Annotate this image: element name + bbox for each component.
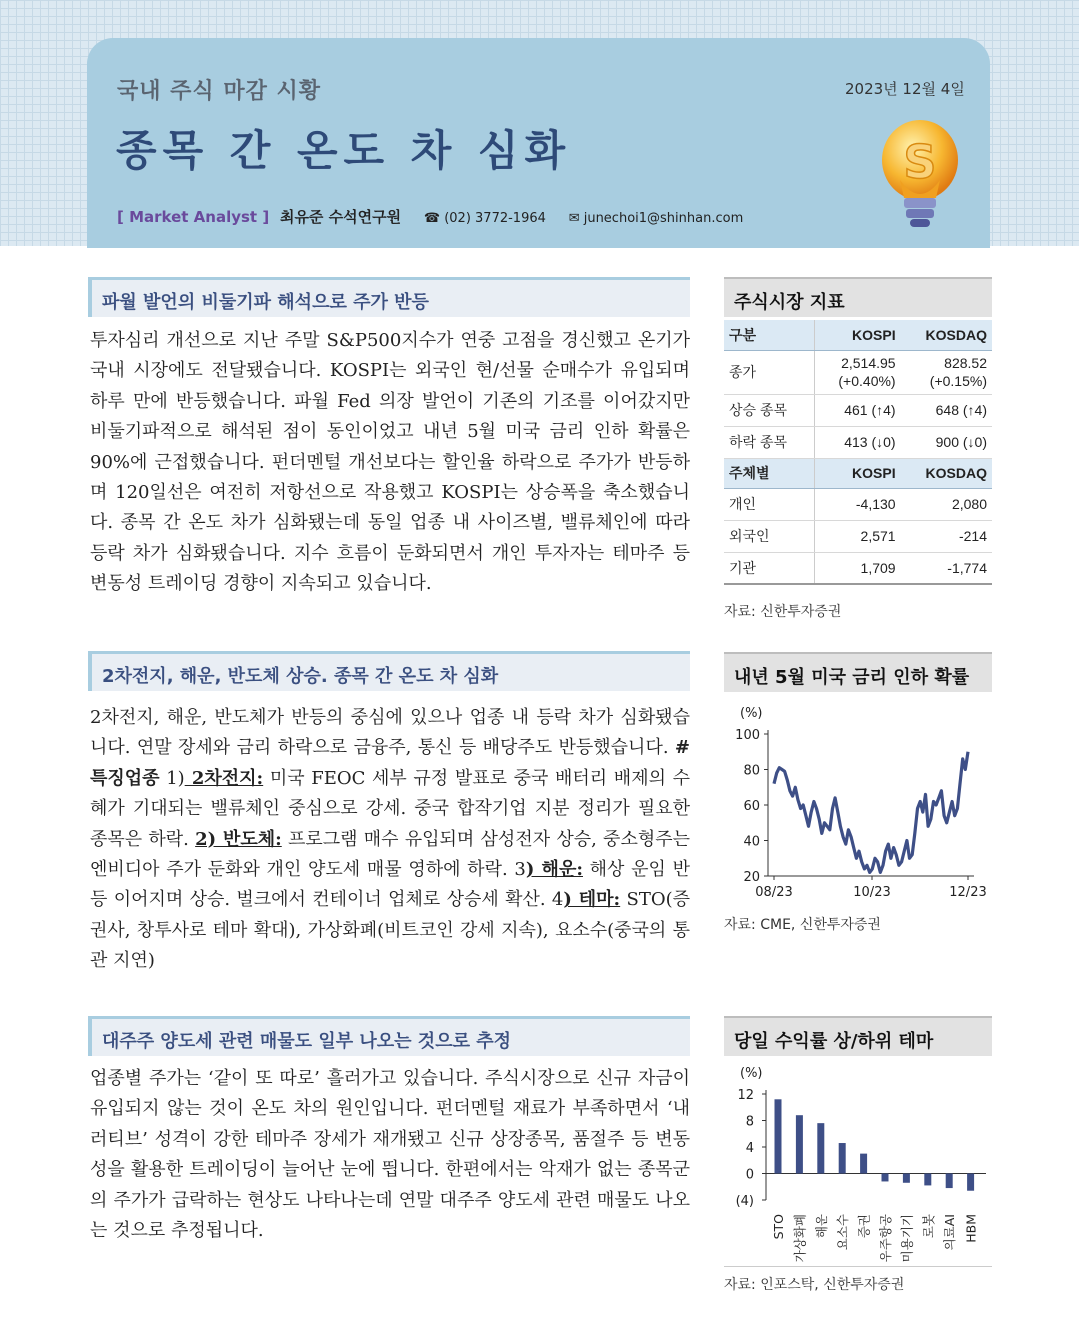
table-cell: 2,080 bbox=[901, 488, 992, 520]
x-tick-label: 해운 bbox=[813, 1214, 829, 1239]
sector-battery-text: 미국 FEOC 세부 규정 발표로 중국 배터리 배제의 수혜가 기대되는 밸류체인 중심으로 강세. 중국 합작기업 지분 정리가 필요한 종목은 하락. bbox=[90, 767, 690, 850]
lightbulb-logo-icon bbox=[878, 118, 962, 236]
x-tick-label: 가상화폐 bbox=[792, 1214, 808, 1263]
theme-bar bbox=[860, 1154, 867, 1174]
table-header-cell: KOSPI bbox=[814, 320, 901, 350]
x-tick-label: 12/23 bbox=[949, 885, 987, 900]
table-cell bbox=[901, 350, 992, 394]
market-indicators-table bbox=[724, 320, 992, 585]
theme-bar bbox=[796, 1115, 803, 1173]
rate-cut-probability-line bbox=[774, 752, 968, 873]
analyst-info bbox=[117, 206, 743, 227]
table-cell: 하락 종목 bbox=[724, 426, 814, 458]
y-tick-label: 40 bbox=[743, 834, 760, 850]
table-cell: 외국인 bbox=[724, 520, 814, 552]
x-tick-label: HBM bbox=[963, 1214, 979, 1243]
market-indicators-title: 주식시장 지표 bbox=[734, 292, 845, 313]
sector-theme: ) 테마: bbox=[563, 889, 621, 911]
table-header-cell: KOSPI bbox=[814, 458, 901, 488]
table-header-cell: 주체별 bbox=[724, 458, 814, 488]
table-cell: 2,571 bbox=[814, 520, 901, 552]
market-indicators-heading bbox=[724, 277, 992, 317]
x-tick-label: 증권 bbox=[856, 1214, 872, 1239]
table-cell: 상승 종목 bbox=[724, 394, 814, 426]
table-row bbox=[724, 552, 992, 584]
section-title-1: 파월 발언의 비둘기파 해석으로 주가 반등 bbox=[102, 292, 429, 313]
sector-tag: #특징업종 bbox=[90, 737, 690, 789]
table-row bbox=[724, 488, 992, 520]
y-tick-label: (4) bbox=[735, 1194, 754, 1209]
section-body-2 bbox=[90, 703, 690, 977]
section-body-1: 투자심리 개선으로 지난 주말 S&P500지수가 연중 고점을 경신했고 온기가 국내 시장에도 전달됐습니다. KOSPI는 외국인 현/선물 순매수가 유입되며 하루 만에 반등했습니다. 파월 Fed 의장 발언이 기존의 기조를 이어갔지만 비둘기파적으로 해석된 점이 동인이었고 내년 5월 미국 금리 인하 확률은 90%에 근접했습니다. 펀더멘털 개선보다는 할인율 하락으로 주가가 반등하며 120일선은 여전히 저항선으로 작용했고 KOSPI는 상승폭을 축소했습니다. 종목 간 온도 차가 심화됐는데 동일 업종 내 사이즈별, 밸류체인에 따라 등락 차가 심화됐습니다. 지수 흐름이 둔화되면서 개인 투자자는 테마주 등 변동성 트레이딩 경향이 지속되고 있습니다. bbox=[90, 330, 690, 595]
theme-bar bbox=[946, 1174, 953, 1189]
table-row bbox=[724, 350, 992, 394]
rate-cut-chart-source: 자료: CME, 신한투자증권 bbox=[724, 917, 881, 933]
theme-chart-divider bbox=[724, 1266, 992, 1267]
sector-num-1: 1) bbox=[159, 767, 185, 789]
table-cell: 기관 bbox=[724, 552, 814, 584]
kosdaq-close: 828.52 bbox=[944, 355, 987, 371]
section-heading-3 bbox=[88, 1016, 690, 1056]
y-tick-label: 100 bbox=[735, 728, 760, 743]
table-header-cell: KOSDAQ bbox=[901, 458, 992, 488]
rate-cut-chart-title: 내년 5월 미국 금리 인하 확률 bbox=[734, 667, 970, 688]
x-tick-label: 미용기기 bbox=[899, 1214, 915, 1263]
section-title-3: 대주주 양도세 관련 매물도 일부 나오는 것으로 추정 bbox=[102, 1031, 512, 1052]
section-body-3: 업종별 주가는 ‘같이 또 따로’ 흘러가고 있습니다. 주식시장으로 신규 자금이 유입되지 않는 것이 온도 차의 원인입니다. 펀더멘털 재료가 부족하면서 ‘내러티브’ 성격이 강한 테마주 장세가 재개됐고 신규 상장종목, 품절주 등 변동성을 활용한 트레이딩이 늘어난 눈에 띕니다. 한편에서는 악재가 없는 종목군의 주가가 급락하는 현상도 나타나는데 연말 대주주 양도세 관련 매물도 나오는 것으로 추정됩니다. bbox=[90, 1068, 690, 1242]
table-cell: 648 (↑4) bbox=[901, 394, 992, 426]
table-cell: 900 (↓0) bbox=[901, 426, 992, 458]
y-tick-label: 80 bbox=[743, 763, 760, 779]
rate-cut-chart-heading bbox=[724, 652, 992, 692]
kospi-change: (+0.40%) bbox=[838, 373, 896, 389]
y-tick-label: 60 bbox=[743, 799, 760, 814]
table-cell: 개인 bbox=[724, 488, 814, 520]
theme-bar bbox=[817, 1123, 824, 1173]
section-heading-2 bbox=[88, 651, 690, 691]
rate-cut-probability-chart bbox=[724, 698, 992, 908]
y-tick-label: 20 bbox=[743, 870, 760, 885]
y-axis-unit: (%) bbox=[740, 706, 763, 721]
sector-battery: 2차전지: bbox=[184, 767, 264, 789]
report-category: 국내 주식 마감 시황 bbox=[117, 79, 321, 104]
kospi-close: 2,514.95 bbox=[841, 355, 896, 371]
x-tick-label: 로봇 bbox=[920, 1214, 936, 1239]
x-tick-label: 10/23 bbox=[853, 885, 891, 900]
x-tick-label: 우주항공 bbox=[878, 1214, 893, 1263]
theme-bar bbox=[903, 1174, 910, 1183]
table-row bbox=[724, 520, 992, 552]
sector-shipping-text: 해상 운임 반등 이어지며 상승. 벌크에서 컨테이너 업체로 상승세 확산. 4 bbox=[90, 859, 690, 911]
table-header-cell: 구분 bbox=[724, 320, 814, 350]
theme-bar bbox=[924, 1174, 931, 1186]
analyst-email[interactable]: ✉ junechoi1@shinhan.com bbox=[568, 211, 744, 226]
table-cell: -4,130 bbox=[814, 488, 901, 520]
sector-shipping: ) 해운: bbox=[525, 859, 583, 881]
section-heading-1 bbox=[88, 277, 690, 317]
table-row bbox=[724, 426, 992, 458]
table-row bbox=[724, 394, 992, 426]
y-tick-label: 4 bbox=[745, 1141, 754, 1156]
theme-return-chart-source: 자료: 인포스탁, 신한투자증권 bbox=[724, 1277, 905, 1293]
table-cell: 1,709 bbox=[814, 552, 901, 584]
sector-semiconductor: 2) 반도체: bbox=[195, 828, 282, 850]
x-tick-label: STO bbox=[771, 1214, 786, 1240]
sector-intro: 2차전지, 해운, 반도체가 반등의 중심에 있으나 업종 내 등락 차가 심화됐습니다. 연말 장세와 금리 하락으로 금융주, 통신 등 배당주도 반등했습니다. bbox=[90, 707, 690, 759]
y-tick-label: 0 bbox=[745, 1167, 754, 1183]
report-date: 2023년 12월 4일 bbox=[845, 80, 965, 98]
table-cell: -214 bbox=[901, 520, 992, 552]
table-cell: 413 (↓0) bbox=[814, 426, 901, 458]
y-tick-label: 12 bbox=[737, 1088, 754, 1103]
x-tick-label: 요소수 bbox=[835, 1214, 851, 1251]
theme-return-chart bbox=[724, 1060, 992, 1268]
x-tick-label: 08/23 bbox=[755, 885, 793, 900]
table-cell bbox=[814, 350, 901, 394]
svg-text:S: S bbox=[903, 135, 937, 189]
table-header-cell: KOSDAQ bbox=[901, 320, 992, 350]
kosdaq-change: (+0.15%) bbox=[929, 373, 987, 389]
table-cell: 461 (↑4) bbox=[814, 394, 901, 426]
sector-theme-text: STO(증권사, 창투사로 테마 확대), 가상화폐(비트코인 강세 지속), 요소수(중국의 통관 지연) bbox=[90, 889, 690, 972]
table-cell: -1,774 bbox=[901, 552, 992, 584]
section-title-2: 2차전지, 해운, 반도체 상승. 종목 간 온도 차 심화 bbox=[102, 666, 499, 687]
table-cell: 종가 bbox=[724, 350, 814, 394]
analyst-phone: ☎ (02) 3772-1964 bbox=[423, 211, 546, 226]
y-tick-label: 8 bbox=[745, 1114, 754, 1130]
x-tick-label: 의료AI bbox=[942, 1214, 958, 1251]
table-header-row bbox=[724, 458, 992, 488]
theme-bar bbox=[839, 1143, 846, 1173]
analyst-role: [ Market Analyst ] bbox=[117, 208, 270, 226]
theme-bar bbox=[775, 1099, 782, 1173]
table-header-row bbox=[724, 320, 992, 350]
y-axis-unit: (%) bbox=[740, 1066, 763, 1081]
theme-return-chart-heading bbox=[724, 1016, 992, 1056]
theme-return-chart-title: 당일 수익률 상/하위 테마 bbox=[734, 1031, 934, 1052]
sector-semiconductor-text: 프로그램 매수 유입되며 삼성전자 상승, 중소형주는 엔비디아 주가 둔화와 개인 양도세 매물 영하에 하락. 3 bbox=[90, 828, 690, 881]
page-title: 종목 간 온도 차 심화 bbox=[116, 126, 572, 175]
market-table-source: 자료: 신한투자증권 bbox=[724, 604, 842, 620]
theme-bar bbox=[967, 1174, 974, 1191]
analyst-name: 최유준 수석연구원 bbox=[279, 208, 402, 226]
theme-bar bbox=[882, 1174, 889, 1182]
